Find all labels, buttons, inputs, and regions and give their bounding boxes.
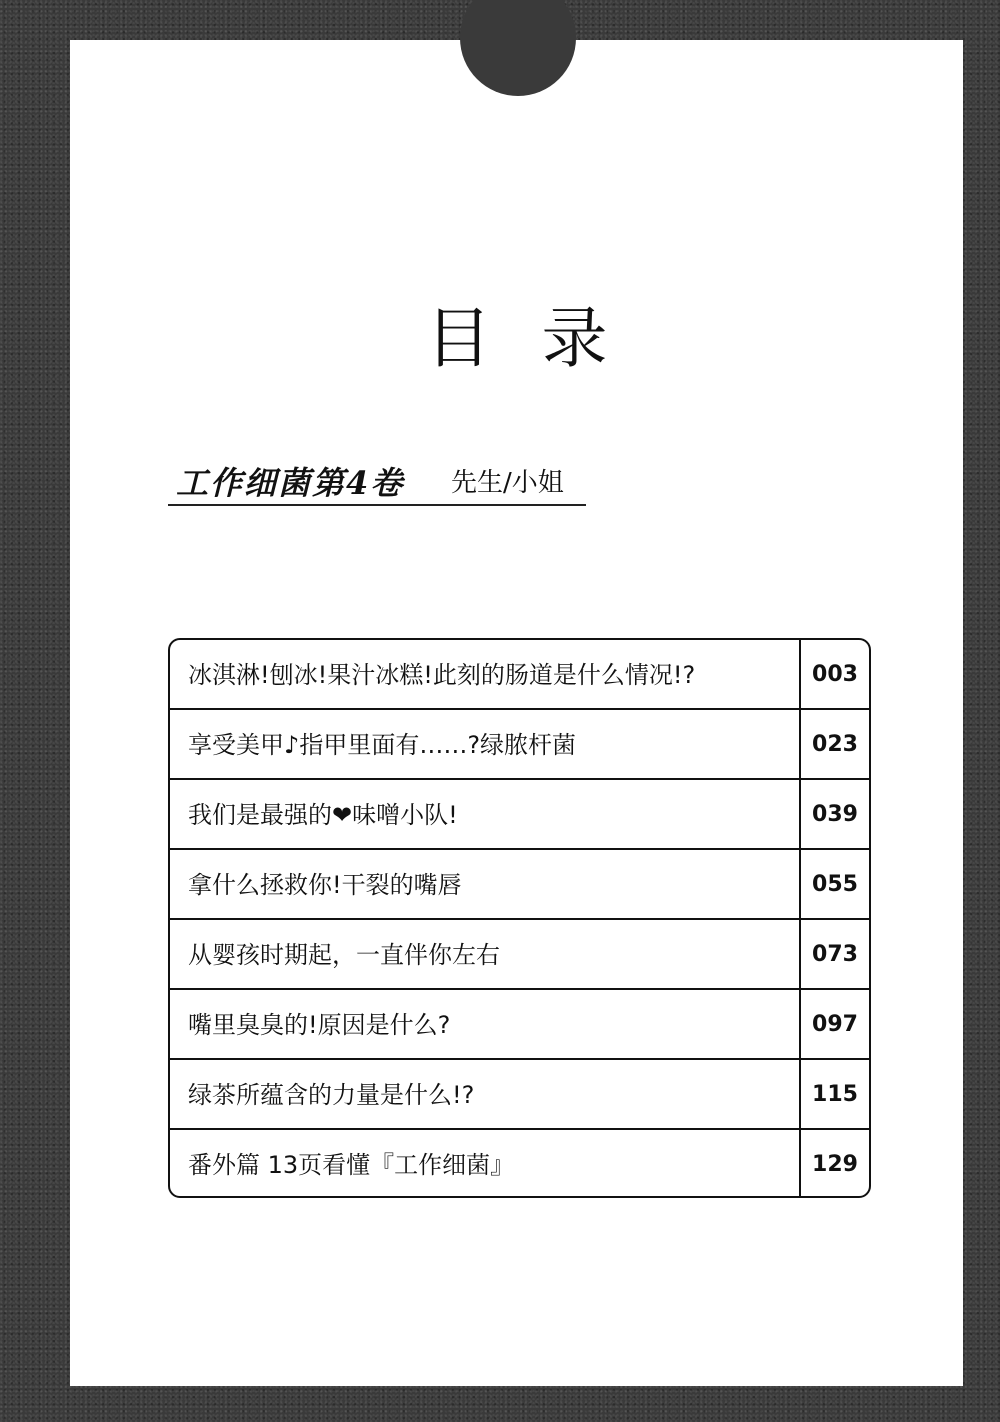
toc-row[interactable]: [170, 1130, 869, 1198]
toc-row[interactable]: [170, 780, 869, 850]
toc-row[interactable]: [170, 990, 869, 1060]
page-sheet: [70, 40, 963, 1386]
toc-page-number: 039: [799, 780, 869, 850]
toc-row[interactable]: [170, 920, 869, 990]
toc-chapter-title: 绿茶所蕴含的力量是什么!?: [188, 1081, 475, 1109]
toc-row[interactable]: [170, 1060, 869, 1130]
volume-title: 工作细菌第4卷: [176, 464, 405, 502]
toc-chapter-title: 冰淇淋!刨冰!果汁冰糕!此刻的肠道是什么情况!?: [188, 661, 696, 689]
toc-chapter-title: 享受美甲♪指甲里面有……?绿脓杆菌: [188, 731, 577, 759]
toc-page-number: 115: [799, 1060, 869, 1130]
toc-row[interactable]: [170, 640, 869, 710]
page-title: 目录: [425, 300, 658, 377]
toc-chapter-title: 拿什么拯救你!干裂的嘴唇: [188, 871, 462, 899]
toc-page-number: 023: [799, 710, 869, 780]
toc-chapter-title: 嘴里臭臭的!原因是什么?: [188, 1011, 451, 1039]
toc-row[interactable]: [170, 850, 869, 920]
toc-row[interactable]: [170, 710, 869, 780]
toc-page-number: 097: [799, 990, 869, 1060]
toc-chapter-title: 我们是最强的❤味噌小队!: [188, 801, 458, 829]
toc-page-number: 129: [799, 1130, 869, 1198]
volume-subtitle: 先生/小姐: [451, 468, 564, 498]
toc-page-number: 055: [799, 850, 869, 920]
toc-chapter-title: 从婴孩时期起，一直伴你左右: [188, 941, 500, 969]
toc-page-number: 073: [799, 920, 869, 990]
volume-header: [168, 458, 586, 506]
toc-chapter-title: 番外篇 13页看懂『工作细菌』: [188, 1151, 515, 1179]
toc-page-number: 003: [799, 640, 869, 710]
page-notch: [460, 0, 576, 96]
table-of-contents: [168, 638, 871, 1198]
